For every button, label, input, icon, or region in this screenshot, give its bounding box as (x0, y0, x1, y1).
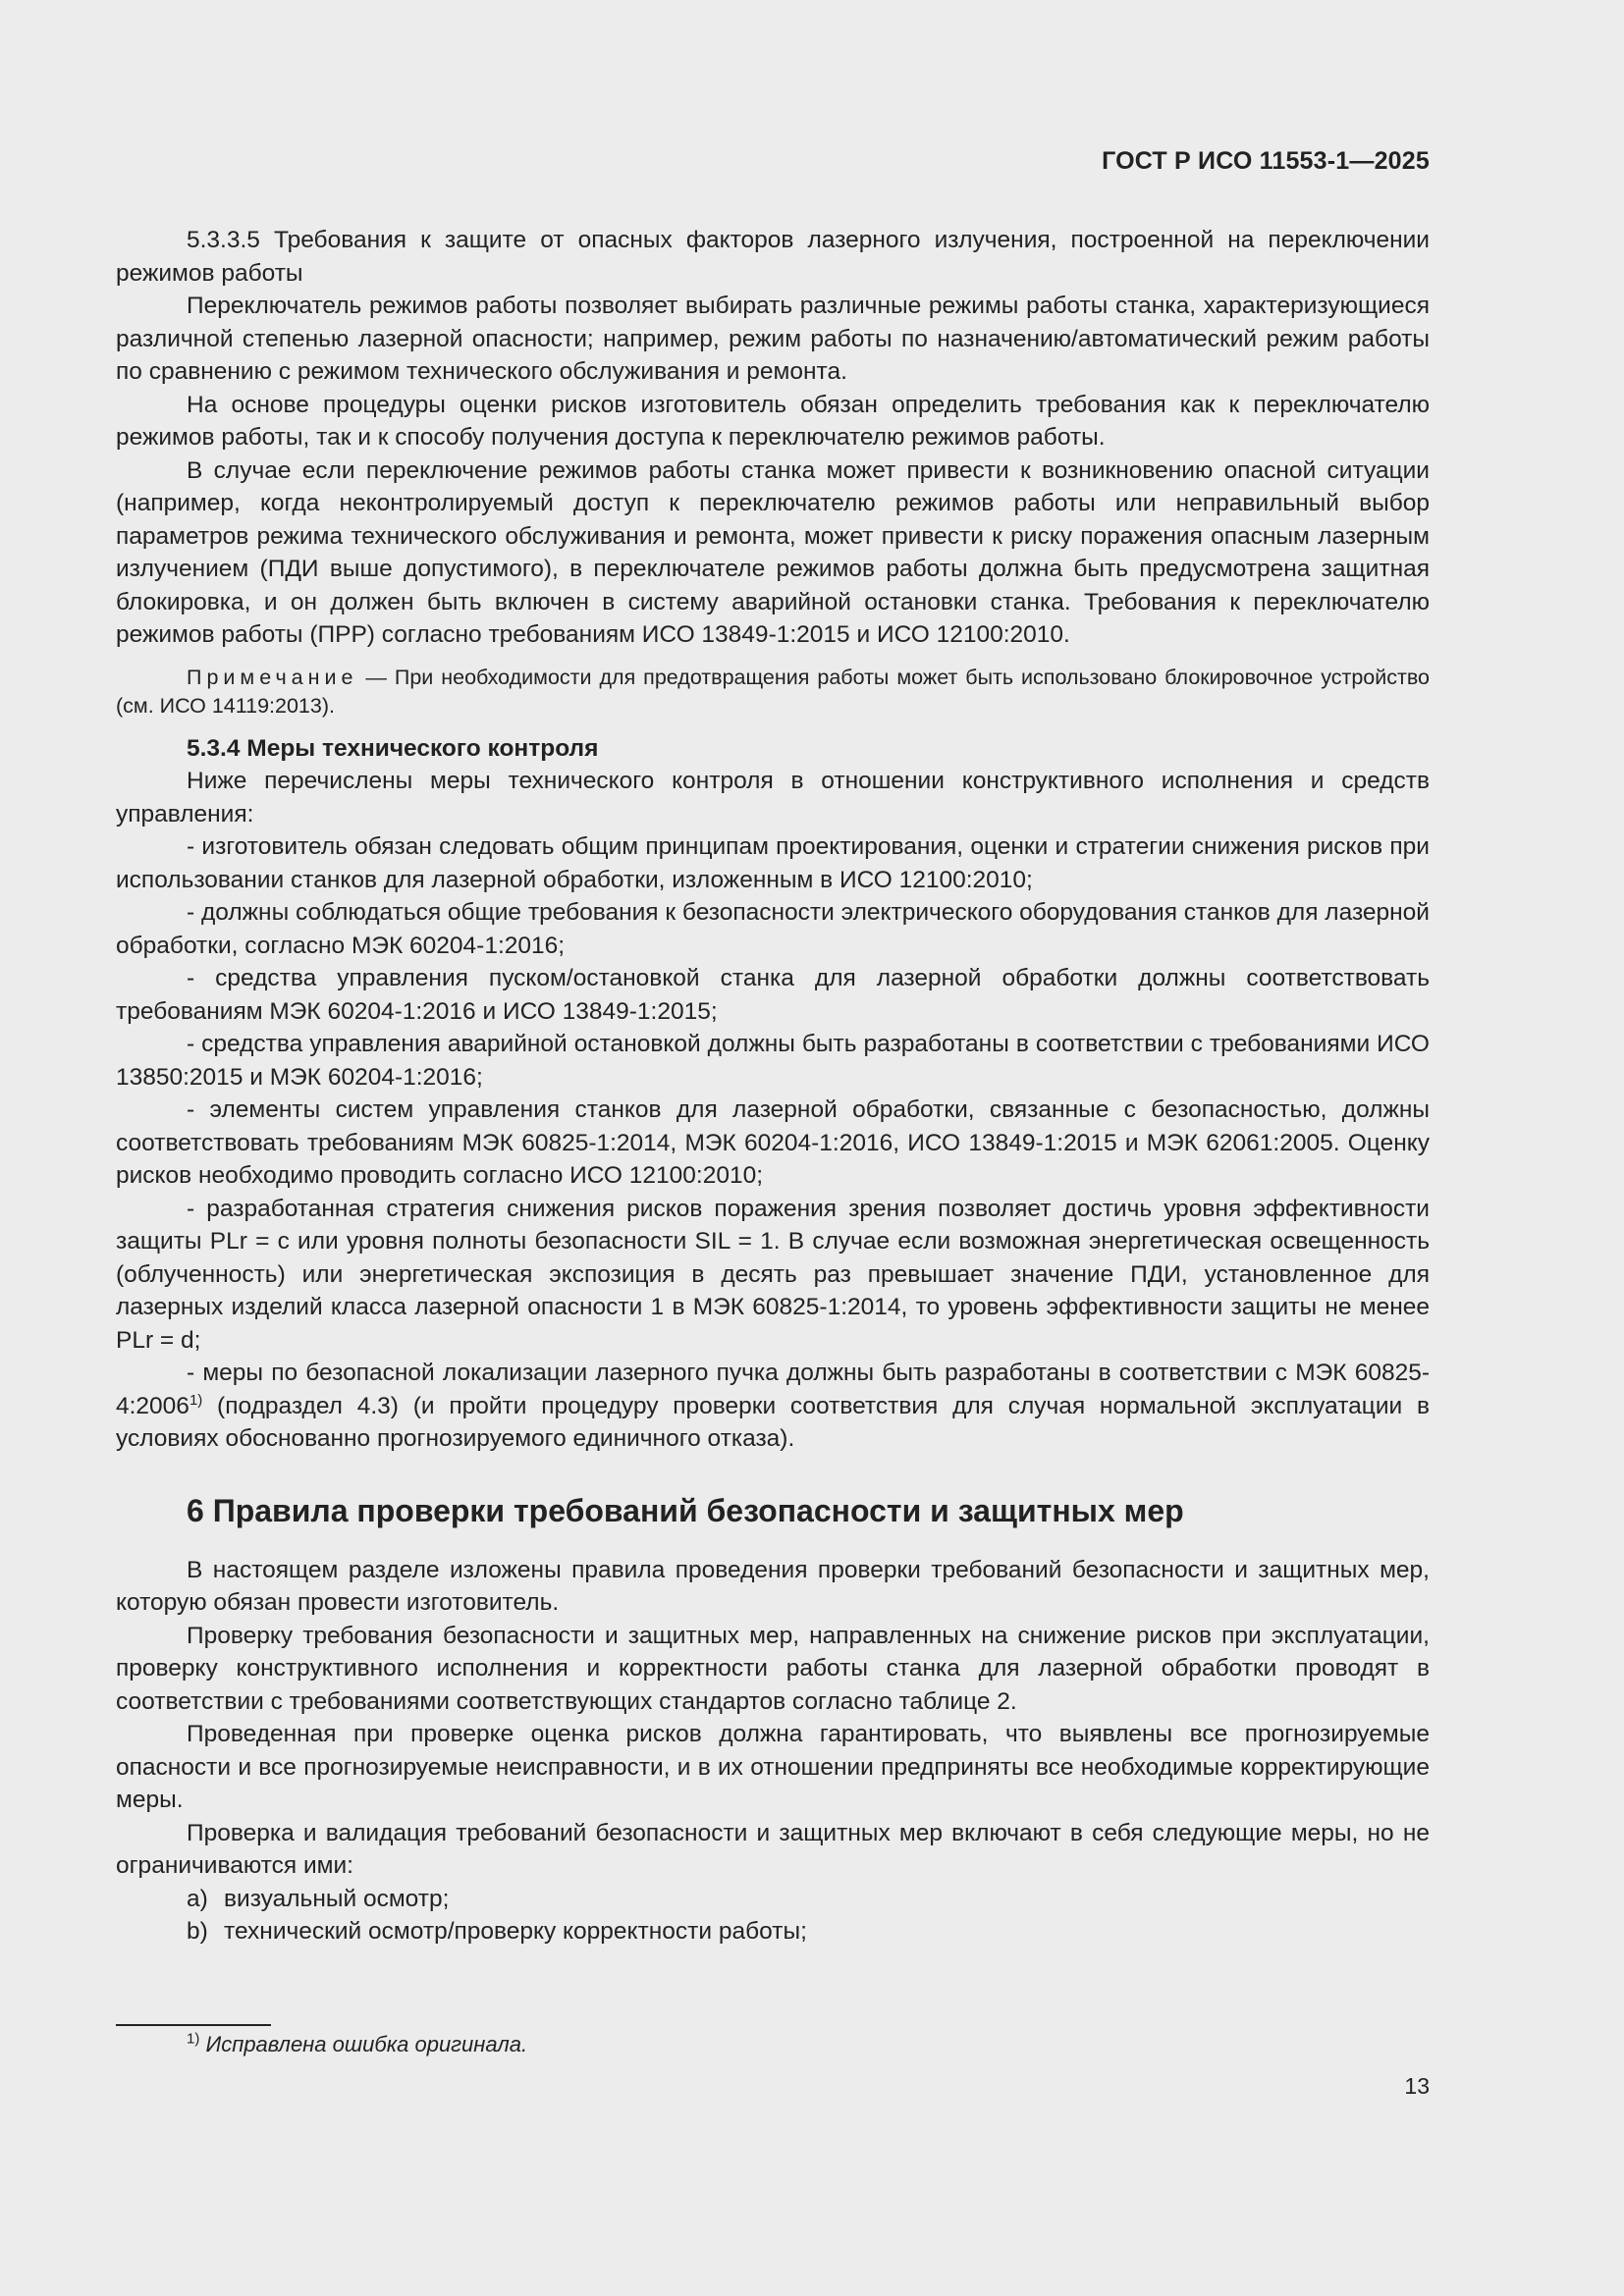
note-text: — При необходимости для предотвращения работы может быть использовано блокировочное устройство (см. ИСО 14119:2013). (116, 665, 1430, 718)
list-item-text: (подраздел 4.3) (и пройти процедуру проверки соответствия для случая нормальной эксплуатации в условиях обоснованно прогнозируемого единичного отказа). (116, 1392, 1430, 1452)
list-label: a) (187, 1885, 208, 1912)
note-label: Примечание (187, 665, 358, 689)
paragraph: В случае если переключение режимов работы станка может привести к возникновению опасной ситуации (например, когда неконтролируемый доступ к переключателю режимов работы или неправильный выбор параметров режима технического обслуживания и ремонта, может привести к риску поражения опасным лазерным излучением (ПДИ выше допустимого), в переключателе режимов работы должна быть предусмотрена защитная блокировка, и он должен быть включен в систему аварийной остановки станка. Требования к переключателю режимов работы (ПРР) согласно требованиям ИСО 13849-1:2015 и ИСО 12100:2010. (116, 456, 1430, 648)
paragraph: На основе процедуры оценки рисков изготовитель обязан определить требования как к переключателю режимов работы, так и к способу получения доступа к переключателю режимов работы. (116, 391, 1430, 451)
footnote-text: Исправлена ошибка оригинала. (205, 2032, 528, 2056)
list-item-text: - меры по безопасной локализации лазерного пучка должны быть разработаны в соответствии с МЭК 60825-4:2006 (116, 1360, 1430, 1419)
page-number: 13 (1404, 2073, 1430, 2099)
list-text: технический осмотр/проверку корректности работы; (224, 1918, 807, 1945)
page-body (116, 224, 1430, 1949)
list-item (116, 1915, 1430, 1949)
note (116, 664, 1430, 721)
list-item: - изготовитель обязан следовать общим принципам проектирования, оценки и стратегии снижения рисков при использовании станков для лазерной обработки, изложенным в ИСО 12100:2010; (116, 833, 1430, 893)
alpha-list (116, 1883, 1430, 1949)
list-item: - должны соблюдаться общие требования к безопасности электрического оборудования станков для лазерной обработки, согласно МЭК 60204-1:2016; (116, 899, 1430, 959)
footnote-ref: 1) (189, 1391, 203, 1409)
list-item (116, 1357, 1430, 1456)
list-item: - средства управления пуском/остановкой станка для лазерной обработки должны соответствовать требованиям МЭК 60204-1:2016 и ИСО 13849-1:2015; (116, 965, 1430, 1025)
paragraph: Проведенная при проверке оценка рисков должна гарантировать, что выявлены все прогнозируемые опасности и все прогнозируемые неисправности, и в их отношении предприняты все необходимые корректирующие меры. (116, 1721, 1430, 1813)
document-header: ГОСТ Р ИСО 11553-1—2025 (1102, 147, 1430, 175)
paragraph: Ниже перечислены меры технического контроля в отношении конструктивного исполнения и средств управления: (116, 768, 1430, 828)
list-text: визуальный осмотр; (224, 1885, 450, 1912)
section-534-title: 5.3.4 Меры технического контроля (187, 734, 599, 762)
list-item: - средства управления аварийной остановкой должны быть разработаны в соответствии с требованиями ИСО 13850:2015 и МЭК 60204-1:2016; (116, 1031, 1430, 1091)
paragraph: Проверка и валидация требований безопасности и защитных мер включают в себя следующие меры, но не ограничиваются ими: (116, 1819, 1430, 1879)
footnote-divider (116, 2024, 271, 2026)
paragraph: В настоящем разделе изложены правила проведения проверки требований безопасности и защитных мер, которую обязан провести изготовитель. (116, 1556, 1430, 1616)
footnote (187, 2030, 527, 2059)
list-item: - разработанная стратегия снижения рисков поражения зрения позволяет достичь уровня эффективности защиты PLr = c или уровня полноты безопасности SIL = 1. В случае если возможная энергетическая освещенность (облученность) или энергетическая экспозиция в десять раз превышает значение ПДИ, установленное для лазерных изделий класса лазерной опасности 1 в МЭК 60825-1:2014, то уровень эффективности защиты не менее PLr = d; (116, 1195, 1430, 1354)
paragraph: Проверку требования безопасности и защитных мер, направленных на снижение рисков при эксплуатации, проверку конструктивного исполнения и корректности работы станка для лазерной обработки проводят в соответствии с требованиями соответствующих стандартов согласно таблице 2. (116, 1622, 1430, 1715)
section-6-title: 6 Правила проверки требований безопасности и защитных мер (187, 1492, 1184, 1528)
list-item: - элементы систем управления станков для лазерной обработки, связанные с безопасностью, должны соответствовать требованиям МЭК 60825-1:2014, МЭК 60204-1:2016, ИСО 13849-1:2015 и МЭК 62061:2005. Оценку рисков необходимо проводить согласно ИСО 12100:2010; (116, 1096, 1430, 1189)
list-label: b) (187, 1918, 208, 1945)
paragraph: Переключатель режимов работы позволяет выбирать различные режимы работы станка, характеризующиеся различной степенью лазерной опасности; например, режим работы по назначению/автоматический режим работы по сравнению с режимом технического обслуживания и ремонта. (116, 293, 1430, 385)
list-item (116, 1883, 1430, 1916)
section-5335-title: 5.3.3.5 Требования к защите от опасных факторов лазерного излучения, построенной на переключении режимов работы (116, 227, 1430, 287)
footnote-mark: 1) (187, 2030, 200, 2048)
